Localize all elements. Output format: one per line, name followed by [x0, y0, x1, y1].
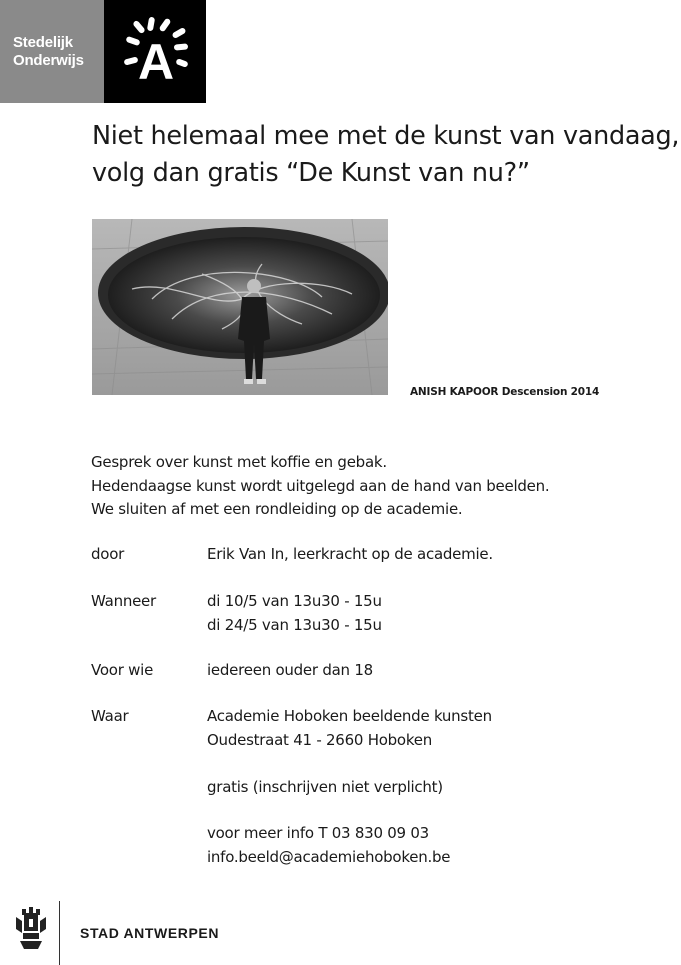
- gratis-note: gratis (inschrijven niet verplicht): [207, 778, 443, 796]
- info-email: info.beeld@academiehoboken.be: [207, 848, 451, 866]
- logo-grey-panel: [0, 0, 104, 103]
- intro-paragraph: [91, 451, 651, 522]
- logo-letter: A: [137, 34, 175, 90]
- intro-line-3: We sluiten af met een rondleiding op de academie.: [91, 500, 463, 518]
- city-crest-icon: [14, 903, 48, 955]
- artwork-photo: [92, 219, 388, 395]
- logo-line-1: Stedelijk: [13, 34, 73, 51]
- wanneer-value-1: di 10/5 van 13u30 - 15u: [207, 592, 382, 610]
- sunburst-a-icon: [104, 0, 206, 103]
- voorwie-label: Voor wie: [91, 661, 154, 679]
- intro-line-2: Hedendaagse kunst wordt uitgelegd aan de hand van beelden.: [91, 476, 550, 495]
- wanneer-value-2: di 24/5 van 13u30 - 15u: [207, 616, 382, 634]
- city-name: STAD ANTWERPEN: [80, 925, 220, 941]
- photo-caption: ANISH KAPOOR Descension 2014: [410, 386, 600, 398]
- voorwie-value: iedereen ouder dan 18: [207, 661, 373, 679]
- intro-line-1: Gesprek over kunst met koffie en gebak.: [91, 453, 387, 471]
- waar-label: Waar: [91, 707, 129, 725]
- logo-text: [13, 34, 84, 70]
- door-label: door: [91, 545, 125, 563]
- page-title: [92, 118, 680, 192]
- antwerp-a-logo: [104, 0, 206, 103]
- wanneer-label: Wanneer: [91, 592, 156, 610]
- waar-value-1: Academie Hoboken beeldende kunsten: [207, 707, 492, 725]
- headline-line-1: Niet helemaal mee met de kunst van vandaag,: [92, 121, 680, 151]
- footer-divider: [59, 901, 60, 965]
- logo-line-2: Onderwijs: [13, 52, 84, 69]
- waar-value-2: Oudestraat 41 - 2660 Hoboken: [207, 731, 432, 749]
- info-phone: voor meer info T 03 830 09 03: [207, 824, 429, 842]
- headline-line-2: volg dan gratis “De Kunst van nu?”: [92, 158, 530, 188]
- door-value: Erik Van In, leerkracht op de academie.: [207, 545, 493, 563]
